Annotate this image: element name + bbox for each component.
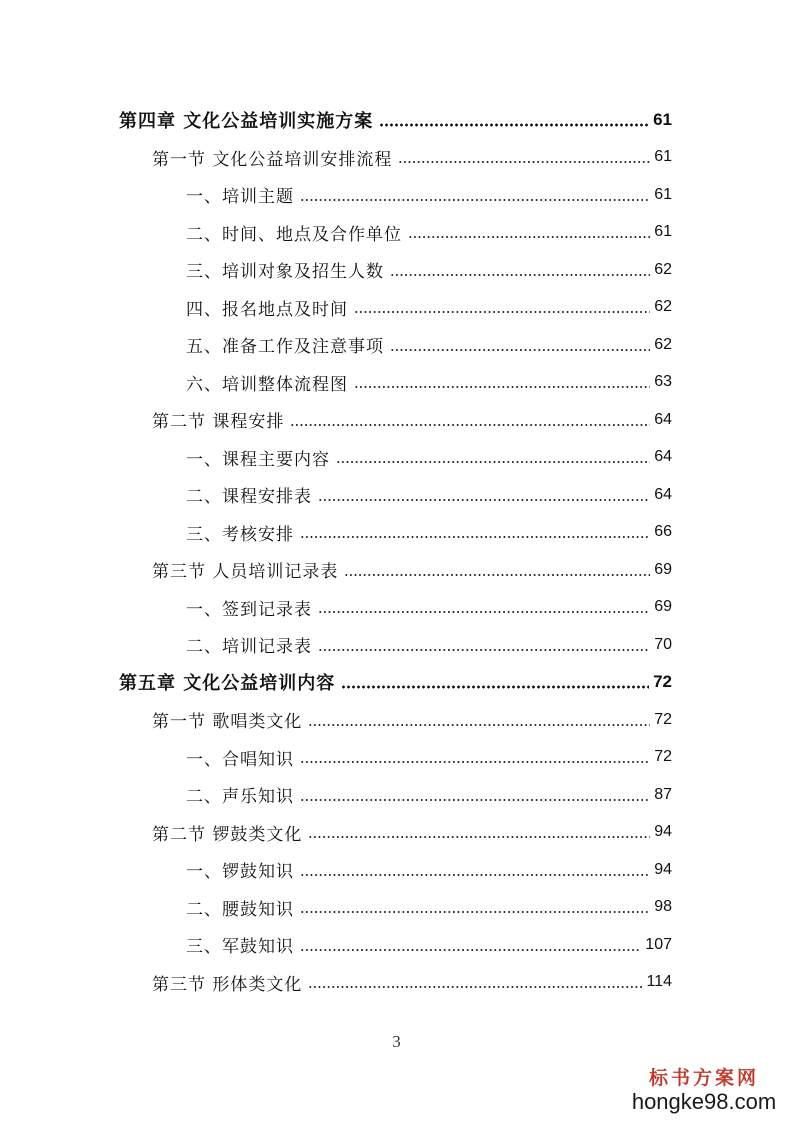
toc-entry-page: 64 — [654, 410, 672, 428]
toc-entry-title: 二、腰鼓知识 — [186, 899, 294, 920]
toc-section-entry[interactable] — [0, 964, 793, 1002]
toc-entry-page: 62 — [654, 260, 672, 278]
toc-entry-title: 第五章 文化公益培训内容 — [119, 673, 336, 695]
table-of-contents — [0, 101, 793, 1001]
toc-section-entry[interactable] — [0, 814, 793, 852]
toc-entry-page: 69 — [654, 598, 672, 616]
toc-entry-page: 61 — [654, 223, 672, 241]
toc-entry-title: 第一节 文化公益培训安排流程 — [152, 149, 393, 170]
toc-subsection-entry[interactable] — [0, 626, 793, 664]
watermark-logo — [629, 1066, 779, 1114]
toc-subsection-entry[interactable] — [0, 476, 793, 514]
toc-entry-title: 二、声乐知识 — [186, 787, 294, 808]
toc-entry-title: 三、军鼓知识 — [186, 937, 294, 958]
toc-entry-page: 72 — [654, 748, 672, 766]
toc-entry-title: 第二节 锣鼓类文化 — [152, 824, 303, 845]
toc-dot-leader — [341, 684, 649, 690]
toc-dot-leader — [300, 759, 650, 765]
toc-section-entry[interactable] — [0, 551, 793, 589]
toc-entry-page: 87 — [654, 785, 672, 803]
toc-entry-page: 61 — [654, 148, 672, 166]
toc-dot-leader — [354, 384, 650, 390]
watermark-name: 标书方案网 — [648, 1067, 759, 1089]
toc-subsection-entry[interactable] — [0, 889, 793, 927]
toc-subsection-entry[interactable] — [0, 439, 793, 477]
toc-entry-page: 114 — [646, 973, 672, 991]
toc-entry-title: 第二节 课程安排 — [152, 412, 285, 433]
toc-entry-page: 61 — [653, 109, 672, 129]
toc-dot-leader — [308, 984, 642, 990]
toc-dot-leader — [408, 234, 650, 240]
toc-dot-leader — [398, 159, 650, 165]
page-number: 3 — [392, 1032, 401, 1051]
toc-subsection-entry[interactable] — [0, 289, 793, 327]
toc-entry-title: 第一节 歌唱类文化 — [152, 712, 303, 733]
toc-entry-title: 六、培训整体流程图 — [186, 374, 348, 395]
toc-subsection-entry[interactable] — [0, 326, 793, 364]
toc-chapter-entry[interactable] — [0, 664, 793, 702]
toc-entry-page: 62 — [654, 298, 672, 316]
toc-subsection-entry[interactable] — [0, 589, 793, 627]
toc-entry-page: 94 — [654, 823, 672, 841]
toc-entry-page: 94 — [654, 860, 672, 878]
toc-subsection-entry[interactable] — [0, 176, 793, 214]
toc-entry-title: 二、培训记录表 — [186, 637, 312, 658]
toc-entry-title: 第三节 人员培训记录表 — [152, 562, 339, 583]
toc-subsection-entry[interactable] — [0, 364, 793, 402]
toc-entry-title: 五、准备工作及注意事项 — [186, 337, 384, 358]
toc-dot-leader — [390, 272, 650, 278]
toc-entry-title: 第四章 文化公益培训实施方案 — [119, 110, 374, 132]
toc-section-entry[interactable] — [0, 401, 793, 439]
toc-entry-title: 二、课程安排表 — [186, 487, 312, 508]
toc-entry-page: 70 — [654, 635, 672, 653]
toc-entry-page: 98 — [654, 898, 672, 916]
toc-dot-leader — [354, 309, 650, 315]
toc-entry-title: 一、签到记录表 — [186, 599, 312, 620]
toc-dot-leader — [300, 909, 650, 915]
toc-entry-title: 一、培训主题 — [186, 187, 294, 208]
toc-dot-leader — [318, 609, 650, 615]
toc-entry-title: 一、课程主要内容 — [186, 449, 330, 470]
toc-dot-leader — [300, 872, 650, 878]
toc-entry-title: 三、考核安排 — [186, 524, 294, 545]
toc-dot-leader — [318, 497, 650, 503]
toc-dot-leader — [300, 197, 650, 203]
toc-entry-page: 64 — [654, 485, 672, 503]
toc-entry-page: 61 — [654, 185, 672, 203]
toc-entry-title: 二、时间、地点及合作单位 — [186, 224, 402, 245]
toc-section-entry[interactable] — [0, 701, 793, 739]
toc-subsection-entry[interactable] — [0, 776, 793, 814]
toc-entry-page: 107 — [645, 935, 672, 953]
toc-subsection-entry[interactable] — [0, 851, 793, 889]
watermark-url: hongke98.com — [631, 1089, 777, 1114]
toc-chapter-entry[interactable] — [0, 101, 793, 139]
toc-dot-leader — [300, 797, 650, 803]
toc-dot-leader — [379, 122, 649, 128]
toc-dot-leader — [344, 572, 650, 578]
toc-entry-title: 第三节 形体类文化 — [152, 974, 303, 995]
toc-subsection-entry[interactable] — [0, 926, 793, 964]
toc-entry-page: 64 — [654, 448, 672, 466]
toc-entry-title: 四、报名地点及时间 — [186, 299, 348, 320]
toc-entry-title: 一、合唱知识 — [186, 749, 294, 770]
toc-entry-page: 72 — [654, 710, 672, 728]
toc-entry-page: 63 — [654, 373, 672, 391]
toc-entry-page: 69 — [654, 560, 672, 578]
toc-entry-page: 66 — [654, 523, 672, 541]
toc-entry-title: 三、培训对象及招生人数 — [186, 262, 384, 283]
toc-dot-leader — [308, 722, 650, 728]
toc-entry-page: 72 — [653, 672, 672, 692]
toc-entry-page: 62 — [654, 335, 672, 353]
toc-subsection-entry[interactable] — [0, 214, 793, 252]
toc-entry-title: 一、锣鼓知识 — [186, 862, 294, 883]
toc-dot-leader — [336, 459, 650, 465]
toc-dot-leader — [390, 347, 650, 353]
toc-dot-leader — [308, 834, 650, 840]
toc-dot-leader — [290, 422, 650, 428]
toc-dot-leader — [318, 647, 650, 653]
toc-subsection-entry[interactable] — [0, 251, 793, 289]
toc-subsection-entry[interactable] — [0, 514, 793, 552]
toc-dot-leader — [300, 534, 650, 540]
toc-subsection-entry[interactable] — [0, 739, 793, 777]
toc-section-entry[interactable] — [0, 139, 793, 177]
toc-dot-leader — [300, 947, 641, 953]
